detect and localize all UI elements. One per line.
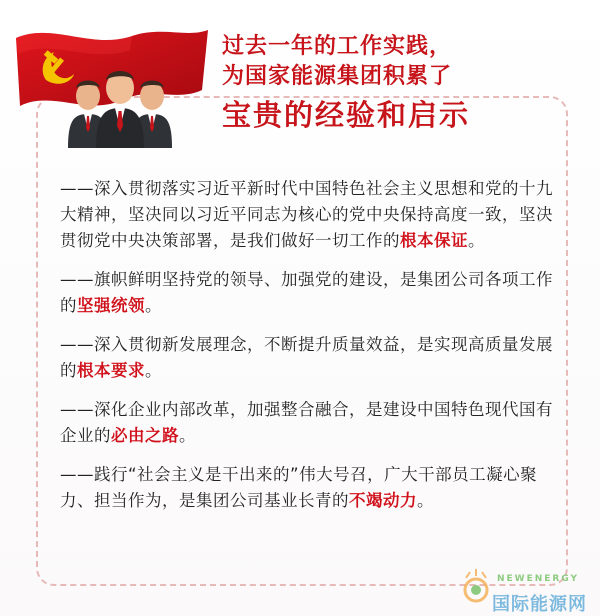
lesson-emphasis: 不竭动力 [349, 491, 417, 510]
lesson-period: 。 [145, 361, 162, 380]
title-emphasis: 宝贵的经验和启示 [222, 98, 471, 132]
lessons-list [60, 176, 560, 527]
lesson-emphasis: 必由之路 [111, 426, 179, 445]
people-icon [60, 58, 180, 148]
watermark-text: 国际能源网 [492, 594, 587, 615]
lesson-text: ——旗帜鲜明坚持党的领导、加强党的建设，是集团公司各项工作的 [60, 270, 553, 315]
title-block [222, 32, 582, 134]
lesson-paragraph-2 [60, 267, 560, 319]
lesson-emphasis: 坚强统领 [77, 296, 145, 315]
lesson-text: ——深入贯彻新发展理念，不断提升质量效益，是实现高质量发展的 [60, 335, 553, 380]
lesson-period: 。 [179, 426, 196, 445]
lesson-text: ——践行“社会主义是干出来的”伟大号召，广大干部员工凝心聚力、担当作为，是集团公司基业长青的 [60, 465, 538, 510]
lesson-period: 。 [145, 296, 162, 315]
title-line-1: 过去一年的工作实践， [222, 34, 453, 59]
watermark-small-text: NEWENERGY [497, 574, 580, 584]
lesson-text: ——深入贯彻落实习近平新时代中国特色社会主义思想和党的十九大精神，坚决同以习近平同志为核心的党中央保持高度一致，坚决贯彻党中央决策部署，是我们做好一切工作的 [60, 179, 553, 250]
lesson-period: 。 [468, 231, 485, 250]
lesson-emphasis: 根本要求 [77, 361, 145, 380]
lesson-paragraph-1 [60, 176, 560, 254]
lesson-emphasis: 根本保证 [400, 231, 468, 250]
lesson-text: ——深化企业内部改革，加强整合融合，是建设中国特色现代国有企业的 [60, 400, 553, 445]
lesson-paragraph-3 [60, 332, 560, 384]
title-line-2: 为国家能源集团积累了 [222, 64, 453, 89]
lesson-paragraph-5 [60, 462, 560, 514]
lesson-period: 。 [417, 491, 434, 510]
lesson-paragraph-4 [60, 397, 560, 449]
